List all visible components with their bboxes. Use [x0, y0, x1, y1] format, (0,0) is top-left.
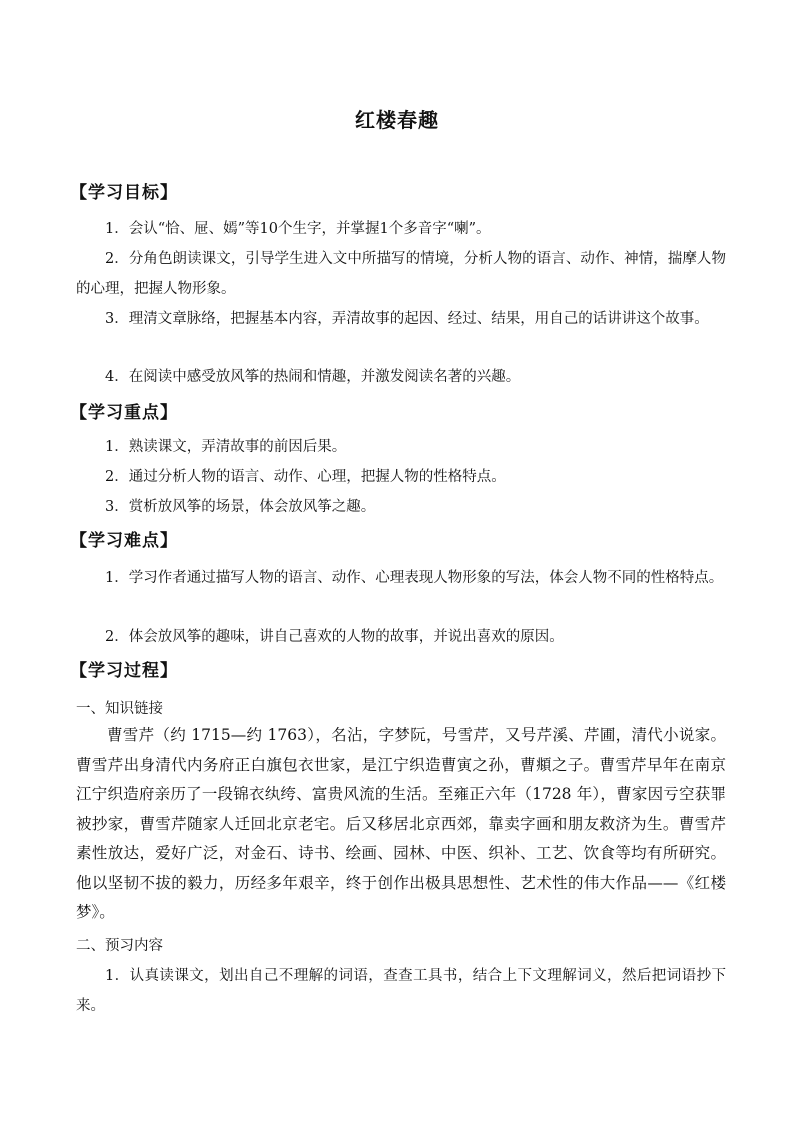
- heading-key-points: 【学习重点】: [70, 403, 178, 423]
- heading-learning-process: 【学习过程】: [70, 661, 178, 681]
- section-preview-content: 二、预习内容: [76, 938, 163, 954]
- key-point-item-2: 2．通过分析人物的语言、动作、心理，把握人物的性格特点。: [105, 469, 506, 485]
- goal-item-1: 1．会认“恰、屉、嫣”等10个生字，并掌握1个多音字“喇”。: [105, 221, 491, 237]
- difficulty-item-1: 1．学习作者通过描写人物的语言、动作、心理表现人物形象的写法，体会人物不同的性格特点。: [105, 570, 724, 586]
- goal-item-2: 2．分角色朗读课文，引导学生进入文中所描写的情境，分析人物的语言、动作、神情，揣摩人物的心理，把握人物形象。: [76, 251, 726, 297]
- key-point-item-1: 1．熟读课文，弄清故事的前因后果。: [105, 439, 347, 455]
- section-knowledge-link: 一、知识链接: [76, 701, 163, 717]
- goal-item-3: 3．理清文章脉络，把握基本内容，弄清故事的起因、经过、结果，用自己的话讲讲这个故事。: [105, 311, 709, 327]
- goal-item-4: 4．在阅读中感受放风筝的热闹和情趣，并激发阅读名著的兴趣。: [105, 369, 521, 385]
- heading-difficulties: 【学习难点】: [70, 531, 178, 551]
- author-biography: 曹雪芹（约 1715—约 1763），名沾，字梦阮，号雪芹，又号芹溪、芹圃，清代小说家。曹雪芹出身清代内务府正白旗包衣世家，是江宁织造曹寅之孙，曹頫之子。曹雪芹早年在南京江宁织造府亲历了一段锦衣纨绔、富贵风流的生活。至雍正六年（1728 年），曹家因亏空获罪被抄家，曹雪芹随家人迁回北京老宅。后又移居北京西郊，靠卖字画和朋友救济为生。曹雪芹素性放达，爱好广泛，对金石、诗书、绘画、园林、中医、织补、工艺、饮食等均有所研究。他以坚韧不拔的毅力，历经多年艰辛，终于创作出极具思想性、艺术性的伟大作品——《红楼梦》。: [76, 726, 726, 921]
- preview-item-1: 1．认真读课文，划出自己不理解的词语，查查工具书，结合上下文理解词义，然后把词语抄下来。: [76, 968, 726, 1014]
- key-point-item-3: 3．赏析放风筝的场景，体会放风筝之趣。: [105, 499, 376, 515]
- difficulty-item-2: 2．体会放风筝的趣味，讲自己喜欢的人物的故事，并说出喜欢的原因。: [105, 629, 564, 645]
- heading-learning-goals: 【学习目标】: [70, 183, 178, 203]
- document-title: 红楼春趣: [355, 108, 439, 132]
